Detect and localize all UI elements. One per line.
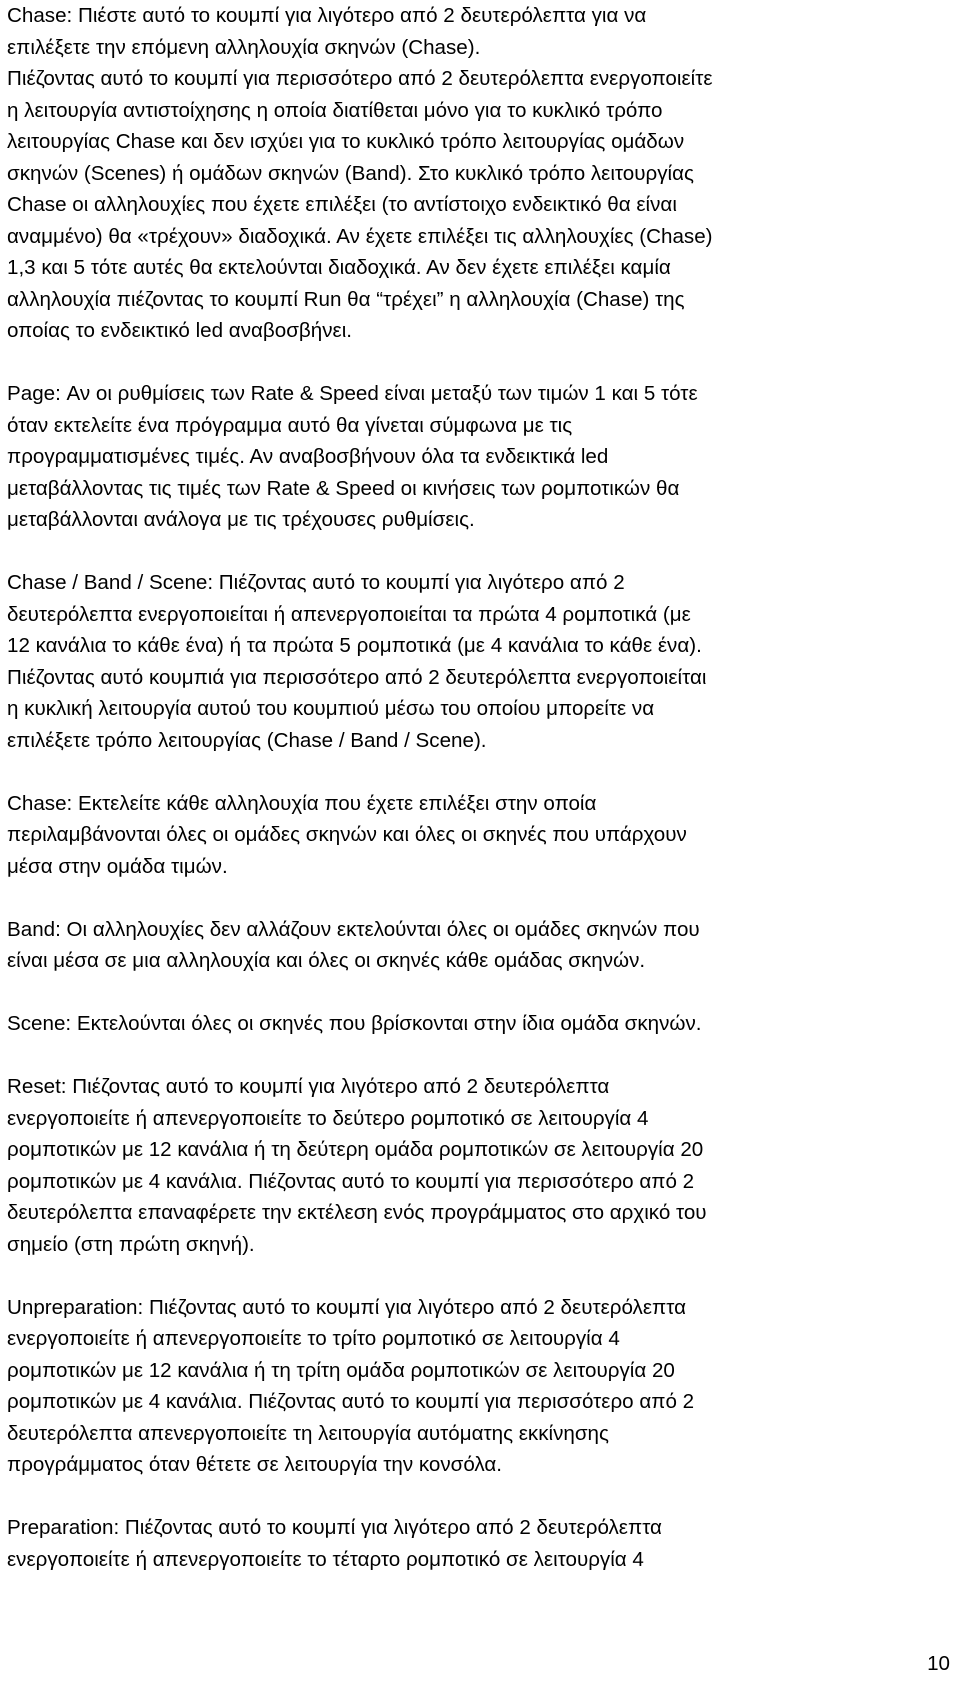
text-line: Chase / Band / Scene: Πιέζοντας αυτό το κουμπί για λιγότερο από 2 [7, 571, 625, 594]
paragraph-preparation [7, 1512, 953, 1575]
text-line: επιλέξετε τρόπο λειτουργίας (Chase / Band / Scene). [7, 728, 487, 752]
text-line: η λειτουργία αντιστοίχησης η οποία διατίθεται μόνο για το κυκλικό τρόπο [7, 98, 663, 122]
text-line: ρομποτικών με 12 κανάλια ή τη τρίτη ομάδα ρομποτικών σε λειτουργία 20 [7, 1358, 675, 1382]
text-line: Chase οι αλληλουχίες που έχετε επιλέξει (το αντίστοιχο ενδεικτικό θα είναι [7, 193, 677, 216]
text-line: ενεργοποιείτε ή απενεργοποιείτε το δεύτερο ρομποτικό σε λειτουργία 4 [7, 1106, 649, 1130]
text-line: Scene: Εκτελούνται όλες οι σκηνές που βρίσκονται στην ίδια ομάδα σκηνών. [7, 1012, 702, 1035]
text-line: σημείο (στη πρώτη σκηνή). [7, 1232, 255, 1256]
paragraph-chase-mode [7, 788, 953, 883]
text-line: μέσα στην ομάδα τιμών. [7, 854, 228, 878]
text-line: ρομποτικών με 4 κανάλια. Πιέζοντας αυτό το κουμπί για περισσότερο από 2 [7, 1169, 695, 1193]
text-line: όταν εκτελείτε ένα πρόγραμμα αυτό θα γίνεται σύμφωνα με τις [7, 413, 573, 437]
text-line: Πιέζοντας αυτό κουμπιά για περισσότερο από 2 δευτερόλεπτα ενεργοποιείται [7, 665, 707, 689]
paragraph-reset [7, 1071, 953, 1260]
text-line: ενεργοποιείτε ή απενεργοποιείτε το τέταρτο ρομποτικό σε λειτουργία 4 [7, 1547, 644, 1571]
paragraph-chase-intro [7, 0, 953, 347]
text-line: ρομποτικών με 4 κανάλια. Πιέζοντας αυτό το κουμπί για περισσότερο από 2 [7, 1390, 695, 1413]
text-line: περιλαμβάνονται όλες οι ομάδες σκηνών και όλες οι σκηνές που υπάρχουν [7, 823, 687, 846]
text-line: Chase: Πιέστε αυτό το κουμπί για λιγότερο από 2 δευτερόλεπτα για να [7, 4, 647, 27]
text-line: 1,3 και 5 τότε αυτές θα εκτελούνται διαδοχικά. Αν δεν έχετε επιλέξει καμία [7, 256, 671, 279]
text-line: Band: Οι αλληλουχίες δεν αλλάζουν εκτελούνται όλες οι ομάδες σκηνών που [7, 917, 700, 941]
text-line: δευτερόλεπτα επαναφέρετε την εκτέλεση ενός προγράμματος στο αρχικό του [7, 1201, 707, 1224]
text-line: προγραμματισμένες τιμές. Αν αναβοσβήνουν όλα τα ενδεικτικά led [7, 445, 609, 468]
text-line: η κυκλική λειτουργία αυτού του κουμπιού μέσω του οποίου μπορείτε να [7, 697, 655, 720]
text-line: ρομποτικών με 12 κανάλια ή τη δεύτερη ομάδα ρομποτικών σε λειτουργία 20 [7, 1138, 704, 1161]
paragraph-page [7, 378, 953, 536]
text-line: ενεργοποιείτε ή απενεργοποιείτε το τρίτο ρομποτικό σε λειτουργία 4 [7, 1327, 620, 1350]
text-line: σκηνών (Scenes) ή ομάδων σκηνών (Band). Στο κυκλικό τρόπο λειτουργίας [7, 161, 694, 185]
text-line: οποίας το ενδεικτικό led αναβοσβήνει. [7, 319, 352, 342]
text-line: Preparation: Πιέζοντας αυτό το κουμπί για λιγότερο από 2 δευτερόλεπτα [7, 1516, 662, 1539]
text-line: 12 κανάλια το κάθε ένα) ή τα πρώτα 5 ρομποτικά (με 4 κανάλια το κάθε ένα). [7, 634, 702, 657]
page-number: 10 [927, 1652, 950, 1675]
text-line: αλληλουχία πιέζοντας το κουμπί Run θα “τρέχει” η αλληλουχία (Chase) της [7, 287, 685, 311]
paragraph-scene-mode [7, 1008, 953, 1040]
text-line: Reset: Πιέζοντας αυτό το κουμπί για λιγότερο από 2 δευτερόλεπτα [7, 1075, 610, 1098]
text-line: Unpreparation: Πιέζοντας αυτό το κουμπί για λιγότερο από 2 δευτερόλεπτα [7, 1295, 686, 1319]
paragraph-unpreparation [7, 1292, 953, 1481]
text-line: Page: Αν οι ρυθμίσεις των Rate & Speed είναι μεταξύ των τιμών 1 και 5 τότε [7, 382, 698, 405]
paragraph-band-mode [7, 914, 953, 977]
document-page [7, 0, 953, 1607]
text-line: επιλέξετε την επόμενη αλληλουχία σκηνών (Chase). [7, 35, 481, 59]
text-line: Chase: Εκτελείτε κάθε αλληλουχία που έχετε επιλέξει στην οποία [7, 791, 597, 815]
text-line: είναι μέσα σε μια αλληλουχία και όλες οι σκηνές κάθε ομάδας σκηνών. [7, 949, 646, 972]
text-line: προγράμματος όταν θέτετε σε λειτουργία την κονσόλα. [7, 1453, 503, 1476]
text-line: αναμμένο) θα «τρέχουν» διαδοχικά. Αν έχετε επιλέξει τις αλληλουχίες (Chase) [7, 224, 713, 248]
text-line: δευτερόλεπτα ενεργοποιείται ή απενεργοποιείται τα πρώτα 4 ρομποτικά (με [7, 602, 691, 626]
text-line: δευτερόλεπτα απενεργοποιείτε τη λειτουργία αυτόματης εκκίνησης [7, 1421, 609, 1445]
paragraph-chase-band-scene [7, 567, 953, 756]
text-line: λειτουργίας Chase και δεν ισχύει για το κυκλικό τρόπο λειτουργίας ομάδων [7, 130, 685, 153]
text-line: μεταβάλλονται ανάλογα με τις τρέχουσες ρυθμίσεις. [7, 508, 475, 531]
text-line: Πιέζοντας αυτό το κουμπί για περισσότερο από 2 δευτερόλεπτα ενεργοποιείτε [7, 67, 713, 90]
text-line: μεταβάλλοντας τις τιμές των Rate & Speed οι κινήσεις των ρομποτικών θα [7, 476, 680, 500]
